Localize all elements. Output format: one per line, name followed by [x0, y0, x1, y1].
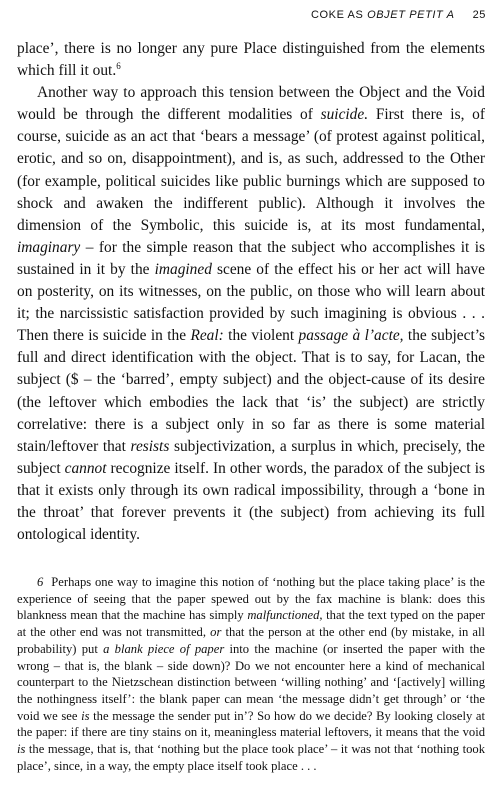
- running-head-title: [311, 9, 455, 21]
- paragraph-2: [17, 82, 485, 546]
- footnote-number: 6: [37, 575, 44, 589]
- footnote-text: that the person at the other end (by mistake, in all probability) put: [17, 625, 485, 656]
- paragraph-2-text: Another way to approach this tension between the Object and the Void would be through the different modalities of: [17, 84, 485, 124]
- footnote-emphasis: or: [210, 625, 222, 640]
- emphasis-resists: resists: [130, 437, 170, 455]
- footnote-emphasis: a blank piece of paper: [103, 641, 225, 656]
- paragraph-2-text: – for the simple reason that the subject who accomplishes it is sustained in it by the: [17, 238, 485, 278]
- emphasis-imaginary: imaginary: [17, 238, 81, 256]
- paragraph-2-text: recognize itself. In other words, the paradox of the subject is that it exists only through its own radical impossibility, through a ‘bone in the throat’ that forever prevents it (the subject) from achieving its full ontological identity.: [17, 459, 485, 544]
- footnote-text: Perhaps one way to imagine this notion of ‘nothing but the place taking place’ is the experience of seeing that the paper spewed out by the fax machine is blank: does this blankness mean that the machine has simply: [17, 575, 485, 623]
- footnote: [17, 574, 485, 774]
- paragraph-2-text: subjectivization, a surplus in which, precisely, the subject: [17, 437, 485, 477]
- emphasis-cannot: cannot: [64, 459, 107, 477]
- emphasis-imagined: imagined: [154, 260, 212, 278]
- footnote-text: the message the sender put in’? So how do we decide? By looking closely at the paper: if there are tiny stains on it, meaningless material leftovers, it means that the void: [17, 708, 485, 740]
- paragraph-2-text: scene of the effect his or her act will have on posterity, on its witnesses, on the public, on those who will learn about it; the narcissistic satisfaction provided by such imagining is obvious . . . Then there is suicide in the: [17, 260, 486, 345]
- footnote-text: into the machine (or inserted the paper with the wrong – that is, the blank – side down)? Do we not encounter here a kind of mechanical counterpart to the Nietzschean distinction between ‘willing nothing’ and ‘[actively] willing the nothingness itself’: the blank paper can mean ‘the message didn’t get through’ or ‘the void we see: [17, 641, 485, 723]
- emphasis-real: Real:: [190, 327, 224, 345]
- body-text: [17, 38, 485, 546]
- footnote-emphasis: is: [81, 708, 90, 723]
- page-number: 25: [472, 9, 486, 21]
- paragraph-2-text: the violent: [223, 327, 299, 345]
- paragraph-2-text: the subject’s full and direct identification with the object. That is to say, for Lacan, the subject ($ – the ‘barred’, empty subject) and the object-cause of its desire (the leftover which embodies the lack that ‘is’ the subject) are strictly correlative: there is a subject only in so far as there is some material stain/leftover that: [17, 327, 485, 455]
- running-head-title-italic: OBJET PETIT A: [367, 9, 455, 21]
- footnote-emphasis: malfunctioned,: [247, 608, 323, 623]
- footnote-emphasis: is: [17, 742, 26, 757]
- paragraph-1: [17, 38, 485, 82]
- footnote-text: that the text typed on the paper at the other end was not transmitted,: [17, 608, 485, 640]
- emphasis-passage-a-lacte: passage à l’acte,: [298, 327, 404, 345]
- footnote-text: the message, that is, that ‘nothing but the place took place’ – it was not that ‘nothing took place’, since, in a way, the empty place itself took place . . .: [17, 742, 485, 773]
- running-head-title-text: COKE AS: [310, 9, 368, 21]
- footnote-6: [17, 574, 485, 774]
- paragraph-2-text: First there is, of course, suicide as an act that ‘bears a message’ (of protest against political, erotic, and so on, disappointment), and is, as such, addressed to the Other (for example, political suicides like public burnings which are supposed to shock and awaken the indifferent public). Although it involves the dimension of the Symbolic, this suicide is, at its most fundamental,: [17, 106, 485, 234]
- footnote-reference[interactable]: 6: [116, 61, 121, 72]
- emphasis-suicide: suicide.: [320, 106, 369, 124]
- paragraph-1-text: place’, there is no longer any pure Place distinguished from the elements which fill it out.: [17, 40, 485, 80]
- running-head: [311, 9, 486, 21]
